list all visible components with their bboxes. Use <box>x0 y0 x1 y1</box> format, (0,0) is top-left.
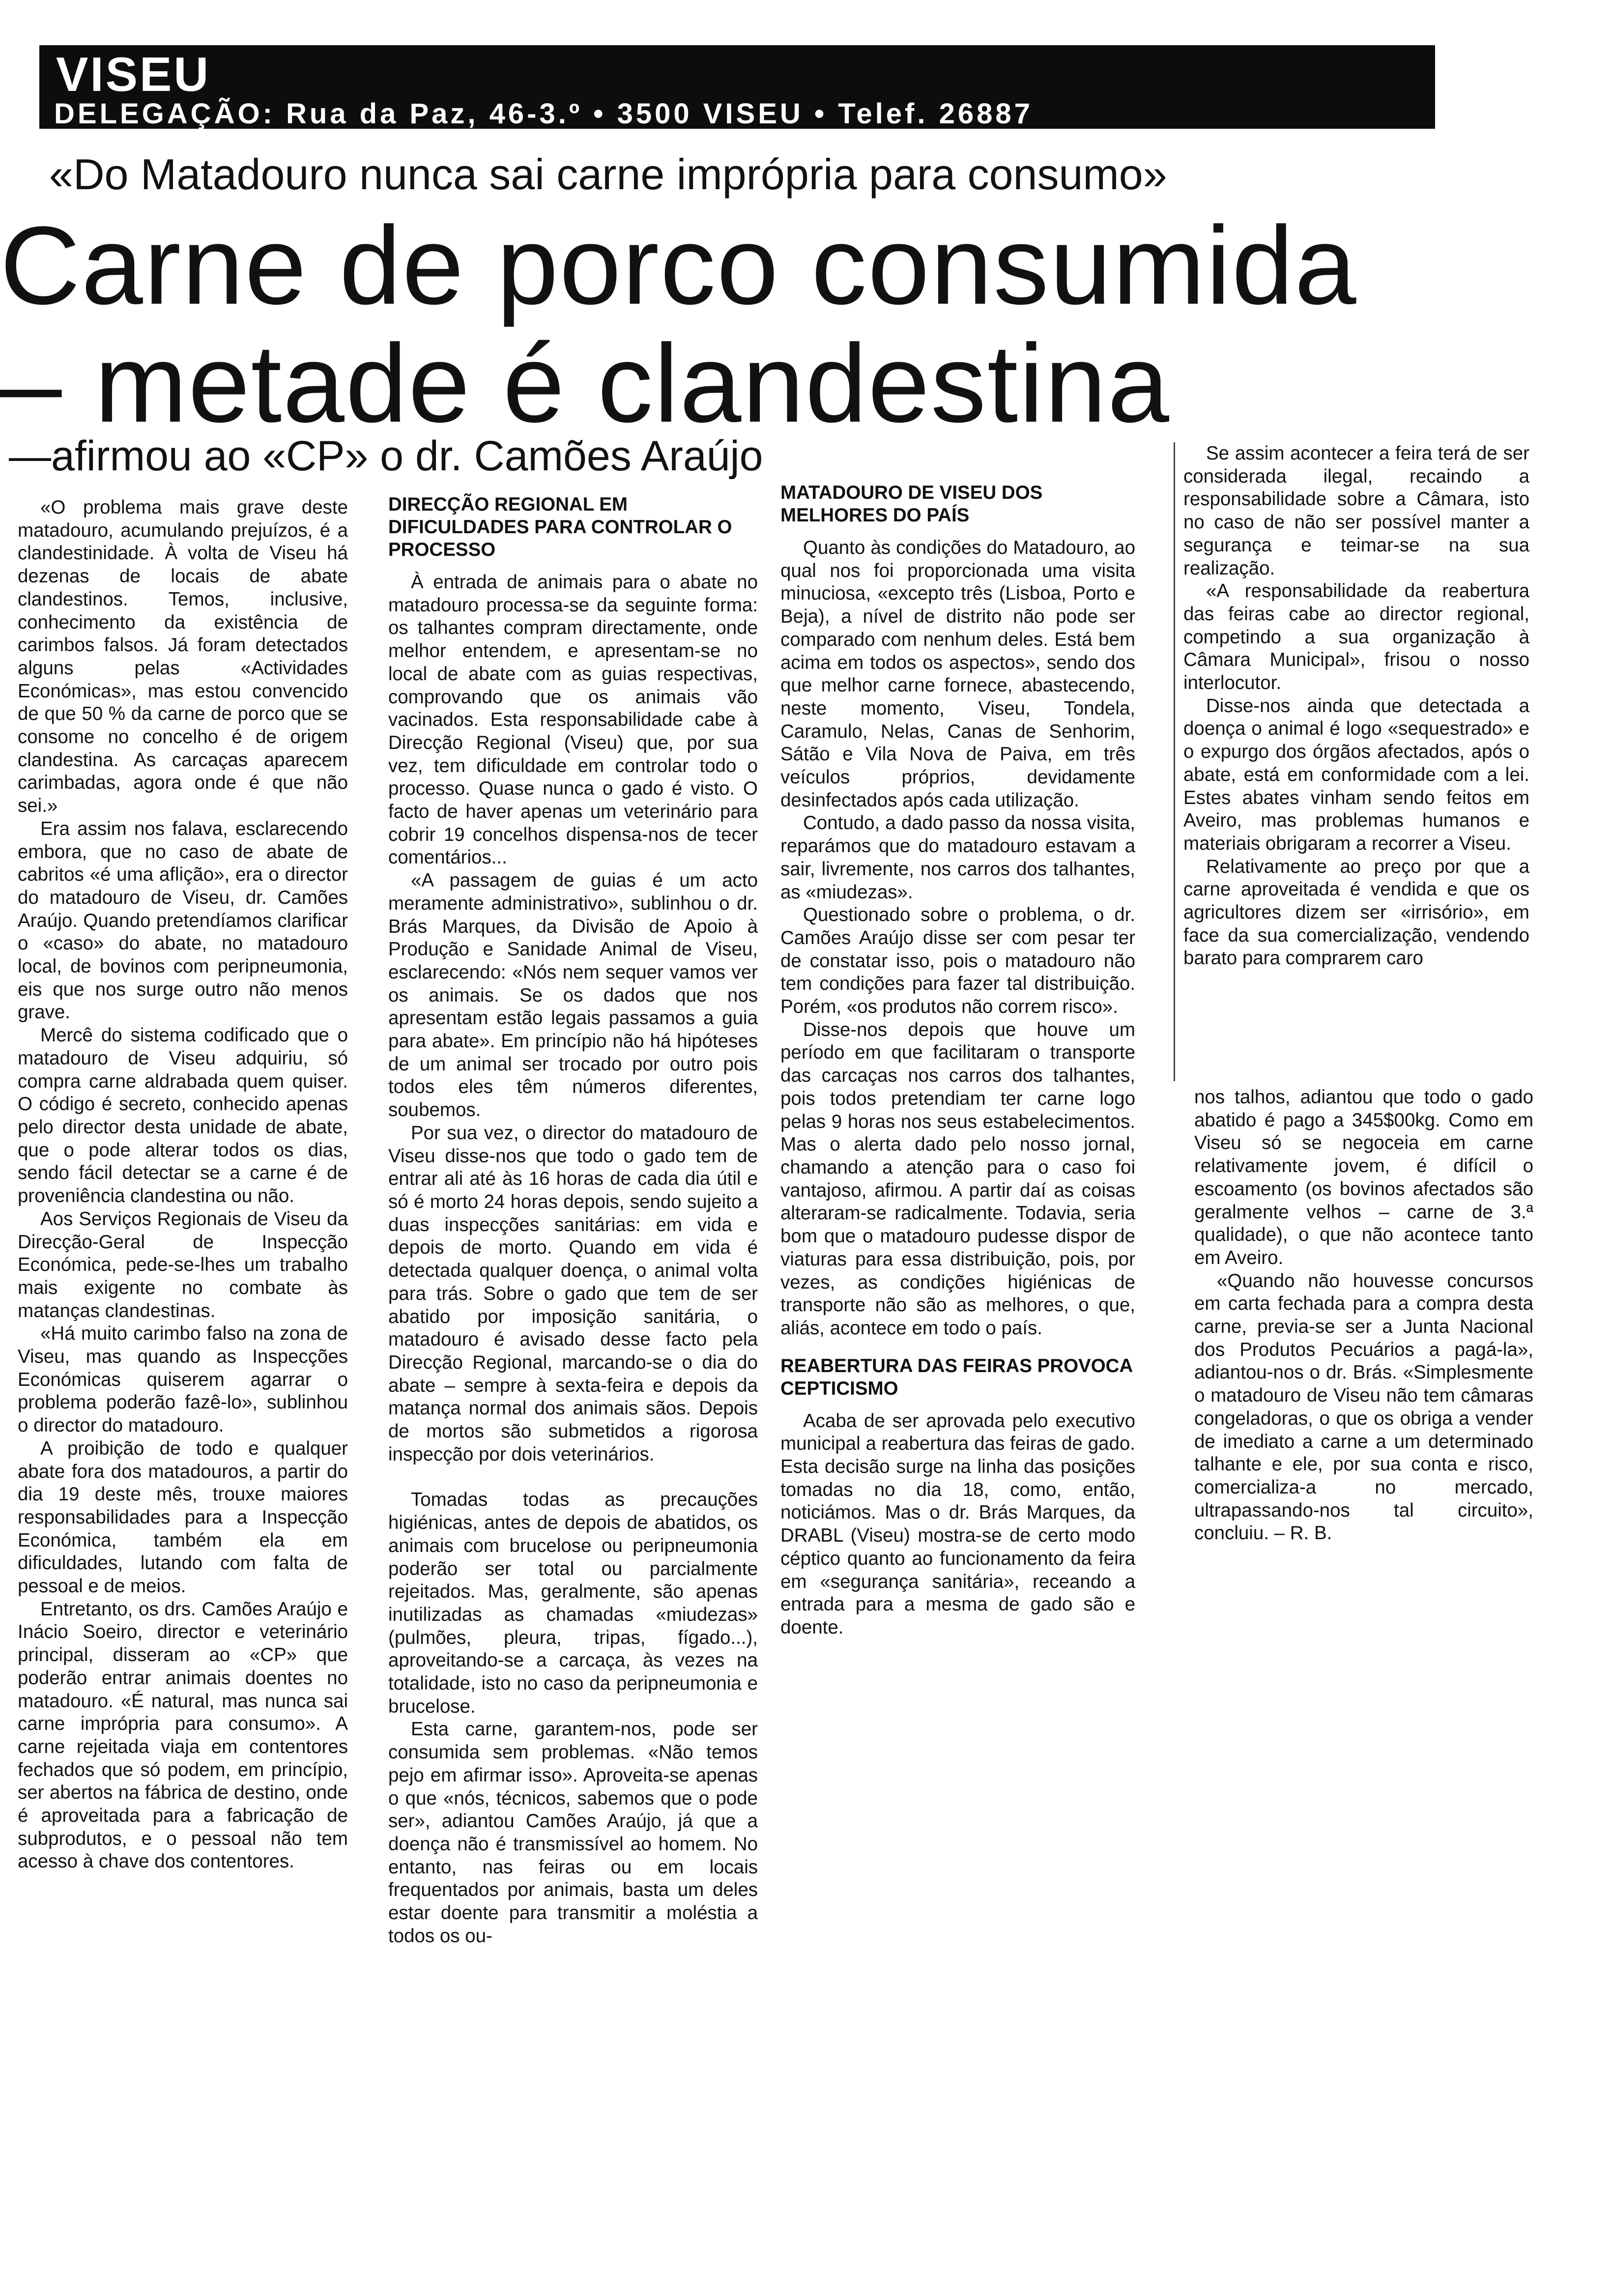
subheading: DIRECÇÃO REGIONAL EM DIFICULDADES PARA CONTROLAR O PROCESSO <box>388 494 732 560</box>
article-column-1 <box>18 496 348 1873</box>
paragraph: «A passagem de guias é um acto meramente administrativo», sublinhou o dr. Brás Marques, da Divisão de Apoio à Produção e Sanidade Animal de Viseu, esclarecendo: «Nós nem sequer vamos ver os animais. Se os dados que nos apresentam estão legais passamos a guia para abate». Em princípio não há hipóteses de um animal ser trocado por outro pois todos eles têm números diferentes, soubemos. <box>388 870 758 1121</box>
headline-line-2: – metade é clandestina <box>0 321 1170 445</box>
article-column-3 <box>780 482 1135 1639</box>
byline: —afirmou ao «CP» o dr. Camões Araújo <box>9 432 763 480</box>
article-column-4-top <box>1183 442 1529 970</box>
masthead <box>39 45 1435 129</box>
paragraph: Relativamente ao preço por que a carne aproveitada é vendida e que os agricultores dizem ser «irrisório», em face da sua comercialização, vendendo barato para comprarem caro <box>1183 856 1529 969</box>
headline <box>0 203 1474 445</box>
paragraph: Era assim nos falava, esclarecendo embora, que no caso de abate de cabritos «é uma aflição», era o director do matadouro de Viseu, dr. Camões Araújo. Quando pretendíamos clarificar o «caso» do abate, no matadouro local, de bovinos com peripneumonia, eis que nos surge outro não menos grave. <box>18 818 348 1023</box>
paragraph: Se assim acontecer a feira terá de ser considerada ilegal, recaindo a responsabilidade sobre a Câmara, isto no caso de não ser possível manter a segurança e teimar-se na sua realização. <box>1183 443 1529 579</box>
section-name: VISEU <box>56 47 211 101</box>
paragraph: «Quando não houvesse concursos em carta fechada para a compra desta carne, previa-se ser a Junta Nacional dos Produtos Pecuários a pagá-la», adiantou-nos o dr. Brás. «Simplesmente o matadouro de Viseu não tem câmaras congeladoras, o que os obriga a vender de imediato a carne a um determinado talhante e ele, por sua conta e risco, comercializa-a no mercado, ultrapassando-nos tal circuito», concluiu. – R. B. <box>1194 1270 1533 1544</box>
paragraph: Quanto às condições do Matadouro, ao qual nos foi proporcionada uma visita minuciosa, «excepto três (Lisboa, Porto e Beja), a nível de distrito não pode ser comparado com nenhum deles. Está bem acima em todos os aspectos», sendo dos que melhor carne fornece, abastecendo, neste momento, Viseu, Tondela, Caramulo, Nelas, Canas de Senhorim, Sátão e Vila Nova de Paiva, em três veículos próprios, devidamente desinfectados após cada utilização. <box>780 537 1135 811</box>
paragraph: A proibição de todo e qualquer abate fora dos matadouros, a partir do dia 19 deste mês, trouxe maiores responsabilidades para a Inspecção Económica, também ela em dificuldades, lutando com falta de pessoal e de meios. <box>18 1437 348 1597</box>
kicker-quote: «Do Matadouro nunca sai carne imprópria para consumo» <box>49 150 1167 199</box>
paragraph: «A responsabilidade da reabertura das feiras cabe ao director regional, competindo a sua organização à Câmara Municipal», frisou o nosso interlocutor. <box>1183 580 1529 694</box>
paragraph: «O problema mais grave deste matadouro, acumulando prejuízos, é a clandestinidade. À volta de Viseu há dezenas de locais de abate clandestinos. Temos, inclusive, conhecimento da existência de carimbos falsos. Já foram detectados alguns pelas «Actividades Económicas», mas estou convencido de que 50 % da carne de porco que se consome no concelho é de origem clandestina. As carcaças aparecem carimbadas, agora onde é que não sei.» <box>18 497 348 817</box>
paragraph: Mercê do sistema codificado que o matadouro de Viseu adquiriu, só compra carne aldrabada quem quiser. O código é secreto, conhecido apenas pelo director desta unidade de abate, que o pode alterar todos os dias, sendo fácil detectar se a carne é de proveniência clandestina ou não. <box>18 1025 348 1207</box>
paragraph: Aos Serviços Regionais de Viseu da Direcção-Geral de Inspecção Económica, pede-se-lhes um trabalho mais exigente no combate às matanças clandestinas. <box>18 1208 348 1321</box>
paragraph: Esta carne, garantem-nos, pode ser consumida sem problemas. «Não temos pejo em afirmar isso». Aproveita-se apenas o que «nós, técnicos, sabemos que o pode ser», adiantou Camões Araújo, já que a doença não é transmissível ao homem. No entanto, nas feiras ou em locais frequentados por animais, basta um deles estar doente para transmitir a moléstia a todos os ou- <box>388 1719 758 1947</box>
delegation-address: DELEGAÇÃO: Rua da Paz, 46-3.º • 3500 VISEU • Telef. 26887 <box>54 98 1033 130</box>
paragraph: Disse-nos depois que houve um período em que facilitaram o transporte das carcaças nos carros dos talhantes, pois todos pretendiam ter carne logo pelas 9 horas nos seus estabelecimentos. Mas o alerta dado pelo nosso jornal, chamando a atenção para o caso foi vantajoso, afirmou. A partir daí as coisas alteraram-se radicalmente. Todavia, seria bom que o matadouro pudesse dispor de viaturas para essa distribuição, pois, por vezes, as condições higiénicas de transporte não são as melhores, o que, aliás, acontece em todo o país. <box>780 1019 1135 1339</box>
paragraph: «Há muito carimbo falso na zona de Viseu, mas quando as Inspecções Económicas quiserem agarrar o problema poderão fazê-lo», sublinhou o director do matadouro. <box>18 1323 348 1436</box>
article-column-4-bottom <box>1194 1086 1533 1545</box>
paragraph: Acaba de ser aprovada pelo executivo municipal a reabertura das feiras de gado. Esta decisão surge na linha das posições tomadas no dia 18, como, então, noticiámos. Mas o dr. Brás Marques, da DRABL (Viseu) mostra-se de certo modo céptico quanto ao funcionamento da feira em «segurança sanitária», receando a entrada para a mesma de gado são e doente. <box>780 1410 1135 1638</box>
paragraph: Por sua vez, o director do matadouro de Viseu disse-nos que todo o gado tem de entrar ali até às 16 horas de cada dia útil e só é morto 24 horas depois, sendo sujeito a duas inspecções sanitárias: em vida e depois de morto. Quando em vida é detectada qualquer doença, o animal volta para trás. Sobre o gado que tem de ser abatido por imposição sanitária, o matadouro é avisado desse facto pela Direcção Regional, marcando-se o dia do abate – sempre à sexta-feira e depois da matança normal dos animais sãos. Depois de mortos são submetidos a rigorosa inspecção por dois veterinários. <box>388 1122 758 1465</box>
column-divider <box>1174 442 1175 1081</box>
subheading: REABERTURA DAS FEIRAS PROVOCA CEPTICISMO <box>780 1355 1132 1399</box>
paragraph: À entrada de animais para o abate no matadouro processa-se da seguinte forma: os talhantes compram directamente, onde melhor entendem, e apresentam-se no local de abate com as guias respectivas, comprovando que os animais vão vacinados. Esta responsabilidade cabe à Direcção Regional (Viseu) que, por sua vez, tem dificuldade em controlar todo o processo. Quase nunca o gado é visto. O facto de haver apenas um veterinário para cobrir 19 concelhos dispensa-nos de tecer comentários... <box>388 572 758 868</box>
paragraph: nos talhos, adiantou que todo o gado abatido é pago a 345$00kg. Como em Viseu só se negoceia em carne relativamente jovem, é difícil o escoamento (os bovinos afectados são geralmente velhos – carne de 3.ª qualidade), o que não acontece tanto em Aveiro. <box>1194 1087 1533 1268</box>
headline-line-1: Carne de porco consumida <box>0 203 1357 327</box>
article-column-2 <box>388 493 758 1948</box>
paragraph: Tomadas todas as precauções higiénicas, antes de depois de abatidos, os animais com brucelose ou peripneumonia poderão ser total ou parcialmente rejeitados. Mas, geralmente, são apenas inutilizadas as chamadas «miudezas» (pulmões, pleura, tripas, fígado...), aproveitando-se a carcaça, às vezes na totalidade, isto no caso da peripneumonia e brucelose. <box>388 1489 758 1717</box>
paragraph: Questionado sobre o problema, o dr. Camões Araújo disse ser com pesar ter de constatar isso, pois o matadouro não tem condições para fazer tal distribuição. Porém, «os produtos não correm risco». <box>780 904 1135 1018</box>
subheading: MATADOURO DE VISEU DOS MELHORES DO PAÍS <box>780 482 1043 526</box>
paragraph: Entretanto, os drs. Camões Araújo e Inácio Soeiro, director e veterinário principal, disseram ao «CP» que poderão entrar animais doentes no matadouro. «É natural, mas nunca sai carne imprópria para consumo». A carne rejeitada viaja em contentores fechados que só podem, em princípio, ser abertos na fábrica de destino, onde é aproveitada para a fabricação de subprodutos, e o pessoal não tem acesso à chave dos contentores. <box>18 1598 348 1872</box>
paragraph: Disse-nos ainda que detectada a doença o animal é logo «sequestrado» e o expurgo dos órgãos afectados, após o abate, está em conformidade com a lei. Estes abates vinham sendo feitos em Aveiro, mas problemas humanos e materiais obrigaram a recorrer a Viseu. <box>1183 695 1529 854</box>
paragraph: Contudo, a dado passo da nossa visita, reparámos que do matadouro estavam a sair, livremente, nos carros dos talhantes, as «miudezas». <box>780 812 1135 903</box>
